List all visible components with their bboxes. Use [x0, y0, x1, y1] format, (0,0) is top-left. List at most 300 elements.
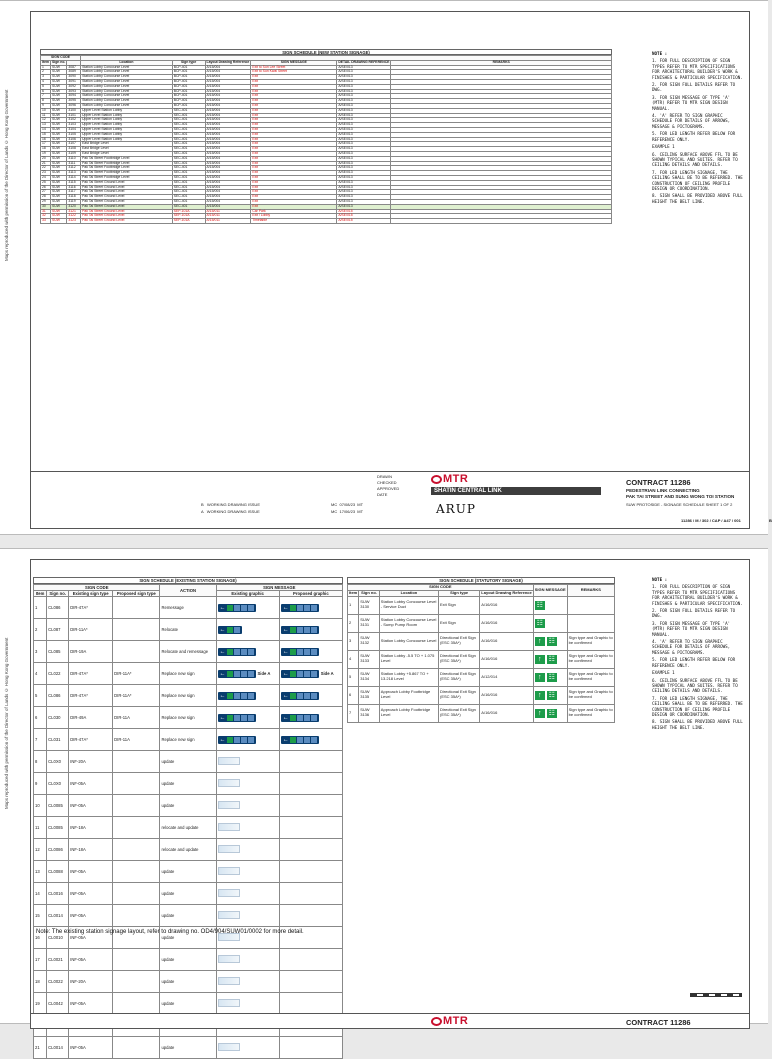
table-cell: Exit — [251, 161, 337, 166]
table-cell: 3100 — [67, 108, 81, 113]
arrow-left-icon: ← — [282, 626, 289, 633]
existing-signage-table — [33, 584, 343, 1059]
table-cell: Pak Tai Street Ground Level — [81, 209, 173, 214]
table-cell: Pak Tai Street Footbridge Level — [81, 175, 173, 180]
table-cell: SEP-101A — [172, 214, 205, 219]
table-cell: A/SE/013 — [337, 94, 391, 99]
info-sign-thumbnail — [218, 889, 240, 897]
table-cell: update — [160, 861, 216, 883]
table-cell: A/16/016 — [480, 596, 533, 614]
note-item: 8. SIGN SHALL BE PROVIDED ABOVE FULL HEIGHT THE BELT LINE. — [652, 193, 743, 204]
table-cell: 3113 — [67, 171, 81, 176]
proposed-graphic-cell — [279, 883, 342, 905]
table-cell: A/SE/013 — [337, 190, 391, 195]
table-cell: East Bridge Level — [81, 147, 173, 152]
table-cell: SUW — [50, 151, 66, 156]
table-cell: A/SE/013 — [337, 161, 391, 166]
table-cell: DIR-11A* — [69, 619, 113, 641]
table-cell: East Bridge Level — [81, 151, 173, 156]
title-block — [30, 1013, 750, 1029]
revision-b-row — [201, 502, 260, 507]
table-cell: INF-05A — [69, 1037, 113, 1059]
proposed-graphic-cell — [279, 773, 342, 795]
table-cell: SEC-401 — [172, 147, 205, 152]
table-cell: 3123 — [67, 219, 81, 224]
table-cell: 3120 — [67, 204, 81, 209]
info-sign-thumbnail — [218, 867, 240, 875]
table-cell: SUW — [50, 219, 66, 224]
table-cell: SUW — [50, 118, 66, 123]
running-man-exit-icon: ☷ — [548, 637, 555, 645]
table-cell: DIR-19A — [69, 641, 113, 663]
revision-a-description: WORKING DRAWING ISSUE — [206, 509, 260, 514]
proposed-graphic-cell — [279, 817, 342, 839]
remarks-cell — [567, 614, 614, 632]
table-cell: INF-18A — [69, 817, 113, 839]
arrow-left-icon: ← — [282, 714, 289, 721]
table-cell: A/SE/013 — [337, 123, 391, 128]
table-cell: 6 — [348, 686, 359, 704]
sign-graphic — [218, 626, 242, 634]
arrow-up-icon: ↑ — [535, 637, 545, 646]
table-cell: A/SE/013 — [337, 175, 391, 180]
table-cell: A/SE/013 — [337, 65, 391, 70]
sign-graphic — [281, 648, 319, 656]
remarks-cell: Sign type and Graphic to be confirmed — [567, 632, 614, 650]
table-cell: 3094 — [67, 94, 81, 99]
table-cell: 10 — [34, 795, 47, 817]
table-cell: A/SE/013 — [337, 70, 391, 75]
table-cell: 4 — [348, 650, 359, 668]
table-cell: Exit — [251, 75, 337, 80]
table-cell: A/SE/013 — [337, 199, 391, 204]
note-item: 1. FOR FULL DESCRIPTION OF SIGN TYPES REFER TO MTR SPECIFICATIONS FOR ARCHITECTURAL BUILDER'S WORK & FINISHES & PARTICULAR SPECIFICATION. — [652, 584, 743, 606]
table-row — [34, 839, 343, 861]
note-item: 1. FOR FULL DESCRIPTION OF SIGN TYPES REFER TO MTR SPECIFICATIONS FOR ARCHITECTURAL BUILDER'S WORK & FINISHES & PARTICULAR SPECIFICATION. — [652, 58, 743, 80]
table-cell: SEC-401 — [172, 118, 205, 123]
mtr-logo-text: MTR — [443, 1015, 469, 1027]
mtr-mark-icon — [431, 1017, 442, 1026]
label-approved: APPROVED — [377, 486, 400, 491]
mtr-mark-icon — [431, 475, 442, 484]
table-cell: 21 — [34, 1037, 47, 1059]
table-cell: Exit — [251, 137, 337, 142]
label-date: DATE — [377, 492, 388, 497]
table-cell: SUW — [50, 180, 66, 185]
info-sign-thumbnail — [218, 977, 240, 985]
arrow-left-icon: ← — [282, 604, 289, 611]
table-cell: 3103 — [67, 123, 81, 128]
table-cell: 17 — [41, 142, 51, 147]
sign-graphic — [281, 626, 319, 634]
table-cell: 7 — [34, 729, 47, 751]
table-cell: CL031 — [47, 729, 69, 751]
table-cell: 9 — [41, 103, 51, 108]
sign-graphic — [281, 714, 319, 722]
table-cell: 3121 — [67, 209, 81, 214]
table-cell: update — [160, 993, 216, 1015]
table-cell: 3093 — [67, 89, 81, 94]
sign-graphic — [218, 736, 256, 744]
table-cell: A/SE/013 — [337, 108, 391, 113]
proposed-graphic-cell — [279, 861, 342, 883]
note-item: EXAMPLE 1 — [652, 144, 675, 150]
statutory-schedule-title: SIGN SCHEDULE (STATUTORY SIGNAGE) — [347, 577, 615, 584]
info-sign-thumbnail — [218, 999, 240, 1007]
table-cell: DIR-47A* — [69, 597, 113, 619]
table-cell: 30 — [41, 204, 51, 209]
exit-sign-graphic — [535, 709, 557, 718]
running-man-exit-icon: ☷ — [536, 619, 543, 627]
table-cell: CL087 — [47, 619, 69, 641]
table-cell: Pak Tai Street Ground Level — [81, 219, 173, 224]
pictogram-icon — [304, 605, 310, 611]
table-cell — [113, 949, 160, 971]
table-cell: 3106 — [67, 137, 81, 142]
column-header: SIGN MESSAGE — [251, 60, 337, 65]
table-cell: A/15/004 — [205, 166, 251, 171]
table-row — [348, 668, 615, 686]
pictogram-icon — [290, 671, 296, 677]
table-cell: INF-18A — [69, 839, 113, 861]
action-header: ACTION — [160, 585, 216, 597]
table-cell: 3108 — [67, 147, 81, 152]
table-cell: 20 — [41, 156, 51, 161]
table-cell — [113, 839, 160, 861]
table-cell: 6 — [41, 89, 51, 94]
table-row — [34, 619, 343, 641]
table-row — [34, 685, 343, 707]
header-proposed-sign-type: Proposed sign type — [113, 591, 160, 597]
table-cell: SUW — [50, 108, 66, 113]
pictogram-icon — [297, 737, 303, 743]
table-cell: 31 — [41, 209, 51, 214]
table-cell: A/15/011 — [205, 214, 251, 219]
table-cell: SEC-401 — [172, 127, 205, 132]
table-cell: A/SE/013 — [337, 103, 391, 108]
note-item: 7. FOR LED LENGTH SIGNAGE, THE CEILING SHALL BE TO BE REFERRED. THE CONSTRUCTION OF CEILING PROFILE DESIGN OR COORDINATION. — [652, 695, 743, 717]
pictogram-icon — [227, 627, 233, 633]
column-header: DETAIL DRAWING REFERENCE — [338, 59, 390, 64]
sign-graphic — [281, 670, 319, 678]
copyright-margin-note: Maps reproduced with permission of the Director of Lands © Hong Kong Government — [4, 89, 9, 261]
table-cell: DIR-49A — [69, 707, 113, 729]
schedule-title: SIGN SCHEDULE (NEW STATION SIGNAGE) — [40, 49, 612, 55]
existing-graphic-cell — [216, 707, 279, 729]
table-cell: BCP-401 — [172, 75, 205, 80]
table-cell: A/SE/013 — [337, 185, 391, 190]
table-cell: INF-05A — [69, 927, 113, 949]
table-cell: Exit — [251, 180, 337, 185]
table-cell: INF-05A — [69, 861, 113, 883]
table-cell: SEC-401 — [172, 113, 205, 118]
running-man-exit-icon: ☷ — [548, 655, 555, 663]
table-cell: A/15/004 — [205, 137, 251, 142]
table-cell: A/SE/013 — [337, 151, 391, 156]
pictogram-icon — [248, 715, 254, 721]
proposed-graphic-cell — [279, 751, 342, 773]
table-cell: Exit Sign — [439, 614, 480, 632]
table-cell: 2 — [348, 614, 359, 632]
table-cell: 3114 — [67, 175, 81, 180]
remarks-cell: Sign type and Graphic to be confirmed — [567, 686, 614, 704]
table-cell: DIR-11A — [113, 707, 160, 729]
pictogram-icon — [311, 605, 317, 611]
pictogram-icon — [304, 693, 310, 699]
table-cell: SUW — [50, 70, 66, 75]
table-cell: INF-05A — [69, 905, 113, 927]
project-band: SHATIN CENTRAL LINK — [431, 487, 601, 495]
table-cell: SEC-401 — [172, 180, 205, 185]
table-cell: 3105 — [67, 132, 81, 137]
table-cell: 3119 — [67, 199, 81, 204]
table-cell: 3104 — [67, 127, 81, 132]
table-cell: A/SE/013 — [337, 142, 391, 147]
existing-graphic-cell — [216, 773, 279, 795]
table-cell: Station Lobby Concourse Level — [81, 99, 173, 104]
table-cell: Upper Level Station Lobby — [81, 137, 173, 142]
existing-graphic-cell — [216, 729, 279, 751]
column-header: Location — [81, 60, 173, 65]
table-cell: DIR-11A* — [113, 663, 160, 685]
pictogram-icon — [227, 605, 233, 611]
table-cell: 3112 — [67, 166, 81, 171]
revision-b-description: WORKING DRAWING ISSUE — [207, 502, 260, 507]
table-cell: Approach Lobby Footbridge Level — [379, 686, 438, 704]
note-item: 3. FOR SIGN MESSAGE OF TYPE 'A' (MTR) REFER TO MTR SIGN DESIGN MANUAL. — [652, 94, 731, 111]
arrow-up-icon: ↑ — [535, 709, 545, 718]
table-cell: Exit — [251, 127, 337, 132]
table-cell: East Bridge Level — [81, 142, 173, 147]
table-cell: BCP-401 — [172, 103, 205, 108]
table-cell: Upper Level Station Lobby — [81, 118, 173, 123]
table-cell: Exit — [251, 99, 337, 104]
pictogram-icon — [297, 605, 303, 611]
table-cell: INF-05A — [69, 993, 113, 1015]
table-cell: DIR-47A* — [69, 729, 113, 751]
arrow-left-icon: ← — [219, 604, 226, 611]
table-cell: 14 — [34, 883, 47, 905]
table-cell: SUW — [50, 204, 66, 209]
table-cell: A/SE/015 — [337, 214, 391, 219]
table-cell: A/15/004 — [205, 118, 251, 123]
table-cell: A/SE/013 — [337, 180, 391, 185]
table-cell: Exit — [251, 151, 337, 156]
info-sign-thumbnail — [218, 845, 240, 853]
table-cell: Pak Tai Street Ground Level — [81, 204, 173, 209]
table-cell: 15 — [41, 132, 51, 137]
mtr-logo-text: MTR — [443, 473, 469, 485]
pictogram-icon — [297, 693, 303, 699]
table-row — [34, 773, 343, 795]
table-cell: BCP-401 — [172, 99, 205, 104]
table-cell: SUW 3131 — [359, 614, 380, 632]
table-cell: Approach Lobby Footbridge Level — [379, 704, 438, 722]
table-cell: update — [160, 1037, 216, 1059]
pictogram-icon — [304, 627, 310, 633]
proposed-graphic-cell — [279, 707, 342, 729]
pictogram-icon — [248, 693, 254, 699]
table-cell: A/15/004 — [205, 84, 251, 89]
proposed-graphic-cell — [279, 619, 342, 641]
existing-graphic-cell — [216, 663, 279, 685]
pictogram-icon — [227, 693, 233, 699]
table-cell: 8 — [34, 751, 47, 773]
table-cell: Exit — [251, 89, 337, 94]
header-item: Item — [34, 591, 47, 597]
info-sign-thumbnail — [218, 757, 240, 765]
arrow-left-icon: ← — [219, 670, 226, 677]
table-row — [34, 861, 343, 883]
revision-a-row — [201, 509, 260, 514]
pictogram-icon — [297, 715, 303, 721]
table-cell: SUW — [50, 156, 66, 161]
table-cell: 2 — [41, 70, 51, 75]
table-cell: Exit — [251, 171, 337, 176]
table-cell: A/15/004 — [205, 180, 251, 185]
table-cell — [113, 817, 160, 839]
table-cell: update — [160, 751, 216, 773]
table-cell: Exit — [251, 204, 337, 209]
table-cell: SUW — [50, 127, 66, 132]
existing-layout-note: Note: The existing station signage layout, refer to drawing no. OD4/904/SUW01/0002 for more detail. — [36, 929, 304, 935]
table-cell: SEC-401 — [172, 204, 205, 209]
table-cell: SEC-401 — [172, 137, 205, 142]
remarks-cell — [567, 596, 614, 614]
table-cell: SUW — [50, 113, 66, 118]
arrow-left-icon: ← — [219, 714, 226, 721]
sign-graphic — [218, 714, 256, 722]
pictogram-icon — [311, 649, 317, 655]
column-header: Item — [42, 59, 49, 64]
table-cell: 3102 — [67, 118, 81, 123]
table-cell — [113, 619, 160, 641]
table-cell: 13 — [34, 861, 47, 883]
table-cell: SUW — [50, 199, 66, 204]
note-item: 4. 'A' REFER TO SIGN GRAPHIC SCHEDULE FOR DETAILS OF ARROWS, MESSAGE & PICTOGRAMS. — [652, 113, 731, 129]
table-cell: 3095 — [67, 99, 81, 104]
table-cell: 7 — [41, 94, 51, 99]
table-cell — [113, 883, 160, 905]
table-cell: 21 — [41, 161, 51, 166]
sign-message-cell — [533, 686, 567, 704]
info-sign-thumbnail — [218, 823, 240, 831]
new-station-signage-table — [40, 55, 612, 224]
note-item: 6. CEILING SURFACE ABOVE FFL TO BE SHOWN TYPICAL AND SUITES. REFER TO CEILING DETAILS AND DETAILS. — [652, 677, 738, 694]
table-cell: 3 — [41, 75, 51, 80]
existing-graphic-cell — [216, 861, 279, 883]
table-cell: 4 — [34, 663, 47, 685]
table-row — [34, 641, 343, 663]
note-item: EXAMPLE 1 — [652, 670, 675, 676]
table-cell: SUW — [50, 142, 66, 147]
table-row — [348, 614, 615, 632]
table-row — [34, 1037, 343, 1059]
table-cell: Exit — [251, 199, 337, 204]
table-cell: SUW — [50, 147, 66, 152]
table-cell: SUW 3132 — [359, 632, 380, 650]
table-cell: 7 — [348, 704, 359, 722]
side-a-label: Side A — [320, 670, 334, 676]
sign-graphic — [218, 692, 256, 700]
header-sign-type: Sign type — [439, 590, 480, 596]
table-cell: 22 — [41, 166, 51, 171]
pictogram-icon — [304, 715, 310, 721]
existing-schedule-title: SIGN SCHEDULE (EXISTING STATION SIGNAGE) — [33, 577, 343, 584]
table-cell: SUW — [50, 137, 66, 142]
table-cell: SUW — [50, 214, 66, 219]
table-cell: update — [160, 971, 216, 993]
table-cell: SEP-101A — [172, 209, 205, 214]
existing-graphic-cell — [216, 949, 279, 971]
revision-b-checked: MT — [357, 502, 364, 507]
sign-graphic — [281, 604, 319, 612]
sign-message-cell — [533, 704, 567, 722]
table-cell: CL085 — [47, 641, 69, 663]
table-cell: SUW — [50, 190, 66, 195]
table-cell: Station Lobby Concourse Level — [81, 75, 173, 80]
table-cell: Exit — [251, 166, 337, 171]
header-existing-graphic: Existing graphic — [216, 591, 279, 597]
table-cell: 12 — [34, 839, 47, 861]
table-cell: SUW — [50, 94, 66, 99]
arup-logo: ARUP — [436, 502, 476, 516]
table-cell: update — [160, 883, 216, 905]
table-cell: CL0042 — [47, 993, 69, 1015]
table-cell: A/SE/015 — [337, 219, 391, 224]
table-cell: A/15/004 — [205, 89, 251, 94]
table-cell: Station Lobby Concourse Level — [81, 103, 173, 108]
contract-number: CONTRACT 11286 — [626, 478, 691, 487]
table-cell: Replace new sign — [160, 685, 216, 707]
remarks-cell: Sign type and Graphic to be confirmed — [567, 668, 614, 686]
table-cell: SUW — [50, 103, 66, 108]
table-cell: CL0088 — [47, 861, 69, 883]
table-cell: Exit — [251, 132, 337, 137]
table-cell: Exit — [251, 84, 337, 89]
table-cell: Station Lobby Concourse Level — [81, 70, 173, 75]
info-sign-thumbnail — [218, 1043, 240, 1051]
table-cell: 24 — [41, 175, 51, 180]
table-row — [34, 949, 343, 971]
table-cell — [113, 773, 160, 795]
pictogram-icon — [297, 627, 303, 633]
table-cell: BCP-401 — [172, 84, 205, 89]
revision-a-meta — [331, 509, 363, 514]
running-man-exit-icon: ☷ — [548, 709, 555, 717]
table-cell: SEC-401 — [172, 161, 205, 166]
table-cell: Exit — [251, 113, 337, 118]
table-cell — [391, 219, 612, 224]
label-drawn: DRAWN — [377, 474, 392, 479]
table-cell: Exit to Sun Kwai Street — [251, 70, 337, 75]
contract-number: CONTRACT 11286 — [626, 1018, 691, 1027]
existing-graphic-cell — [216, 751, 279, 773]
table-cell: 33 — [41, 219, 51, 224]
note-item: 7. FOR LED LENGTH SIGNAGE, THE CEILING SHALL BE TO BE REFERRED. THE CONSTRUCTION OF CEILING PROFILE DESIGN OR COORDINATION. — [652, 169, 743, 191]
table-cell: A/SE/013 — [337, 147, 391, 152]
table-row — [34, 663, 343, 685]
table-cell: 16 — [34, 927, 47, 949]
existing-graphic-cell — [216, 641, 279, 663]
pictogram-icon — [234, 693, 240, 699]
table-cell: A/15/004 — [205, 132, 251, 137]
table-cell — [113, 905, 160, 927]
note-item: 5. FOR LED LENGTH REFER BELOW FOR REFERENCE ONLY. — [652, 131, 736, 142]
proposed-graphic-cell — [279, 663, 342, 685]
info-sign-thumbnail — [218, 911, 240, 919]
table-cell: A/SE/013 — [337, 84, 391, 89]
